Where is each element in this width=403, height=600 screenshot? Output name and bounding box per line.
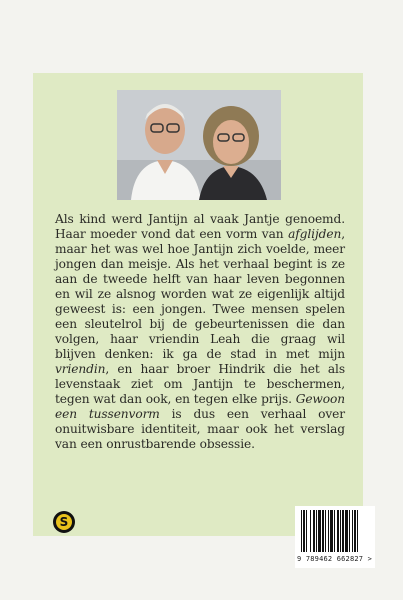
barcode-bar bbox=[357, 510, 358, 552]
blurb-text-4: is dus een verhaal over onuitwisbare identiteit, maar ook het verslag van een onrustbarende obsessie. bbox=[55, 407, 345, 451]
barcode-bar bbox=[337, 510, 339, 552]
barcode-bar bbox=[301, 510, 302, 552]
barcode-bar bbox=[330, 510, 333, 552]
author-photo-illustration bbox=[117, 90, 281, 200]
barcode-bar bbox=[325, 510, 326, 552]
blurb-emphasis-1: afglijden bbox=[288, 227, 342, 241]
barcode-bar bbox=[334, 510, 335, 552]
barcode bbox=[295, 506, 375, 568]
barcode-bar bbox=[345, 510, 348, 552]
barcode-bar bbox=[349, 510, 350, 552]
barcode-bar bbox=[342, 510, 344, 552]
blurb-paragraph bbox=[55, 212, 345, 452]
barcode-bars bbox=[299, 510, 371, 554]
barcode-bar bbox=[328, 510, 329, 552]
isbn-number bbox=[297, 555, 375, 563]
blurb-emphasis-3: Gewoon een tussenvorm bbox=[55, 392, 345, 421]
barcode-bar bbox=[322, 510, 324, 552]
publisher-logo-letter: S bbox=[56, 514, 72, 530]
barcode-bar bbox=[340, 510, 341, 552]
barcode-bar bbox=[303, 510, 305, 552]
barcode-bar bbox=[316, 510, 317, 552]
barcode-bar bbox=[306, 510, 307, 552]
barcode-bar bbox=[352, 510, 353, 552]
isbn-text: 9 789462 662827 bbox=[297, 555, 364, 563]
blurb-text-3: , en haar broer Hindrik die het als levenstaak ziet om Jantijn te beschermen, tegen wat dan ook, en tegen elke prijs. bbox=[55, 362, 345, 406]
barcode-bar bbox=[310, 510, 311, 552]
back-cover-blurb bbox=[55, 212, 345, 452]
barcode-bar bbox=[313, 510, 315, 552]
barcode-bar bbox=[354, 510, 356, 552]
barcode-bar bbox=[318, 510, 321, 552]
author-photo bbox=[117, 90, 281, 200]
blurb-text-2: , maar het was wel hoe Jantijn zich voelde, meer jongen dan meisje. Als het verhaal begint is ze aan de tweede helft van haar leven begonnen en wil ze alsnog worden wat ze eigenlijk altijd geweest is: een jongen. Twee mensen spelen een sleutelrol bij de gebeurtenissen die dan volgen, haar vriendin Leah die graag wil blijven denken: ik ga de stad in met mijn bbox=[55, 227, 345, 361]
publisher-logo bbox=[53, 511, 75, 533]
blurb-text-1: Als kind werd Jantijn al vaak Jantje genoemd. Haar moeder vond dat een vorm van bbox=[55, 212, 345, 241]
blurb-emphasis-2: vriendin bbox=[55, 362, 106, 376]
isbn-marker: > bbox=[367, 555, 373, 563]
